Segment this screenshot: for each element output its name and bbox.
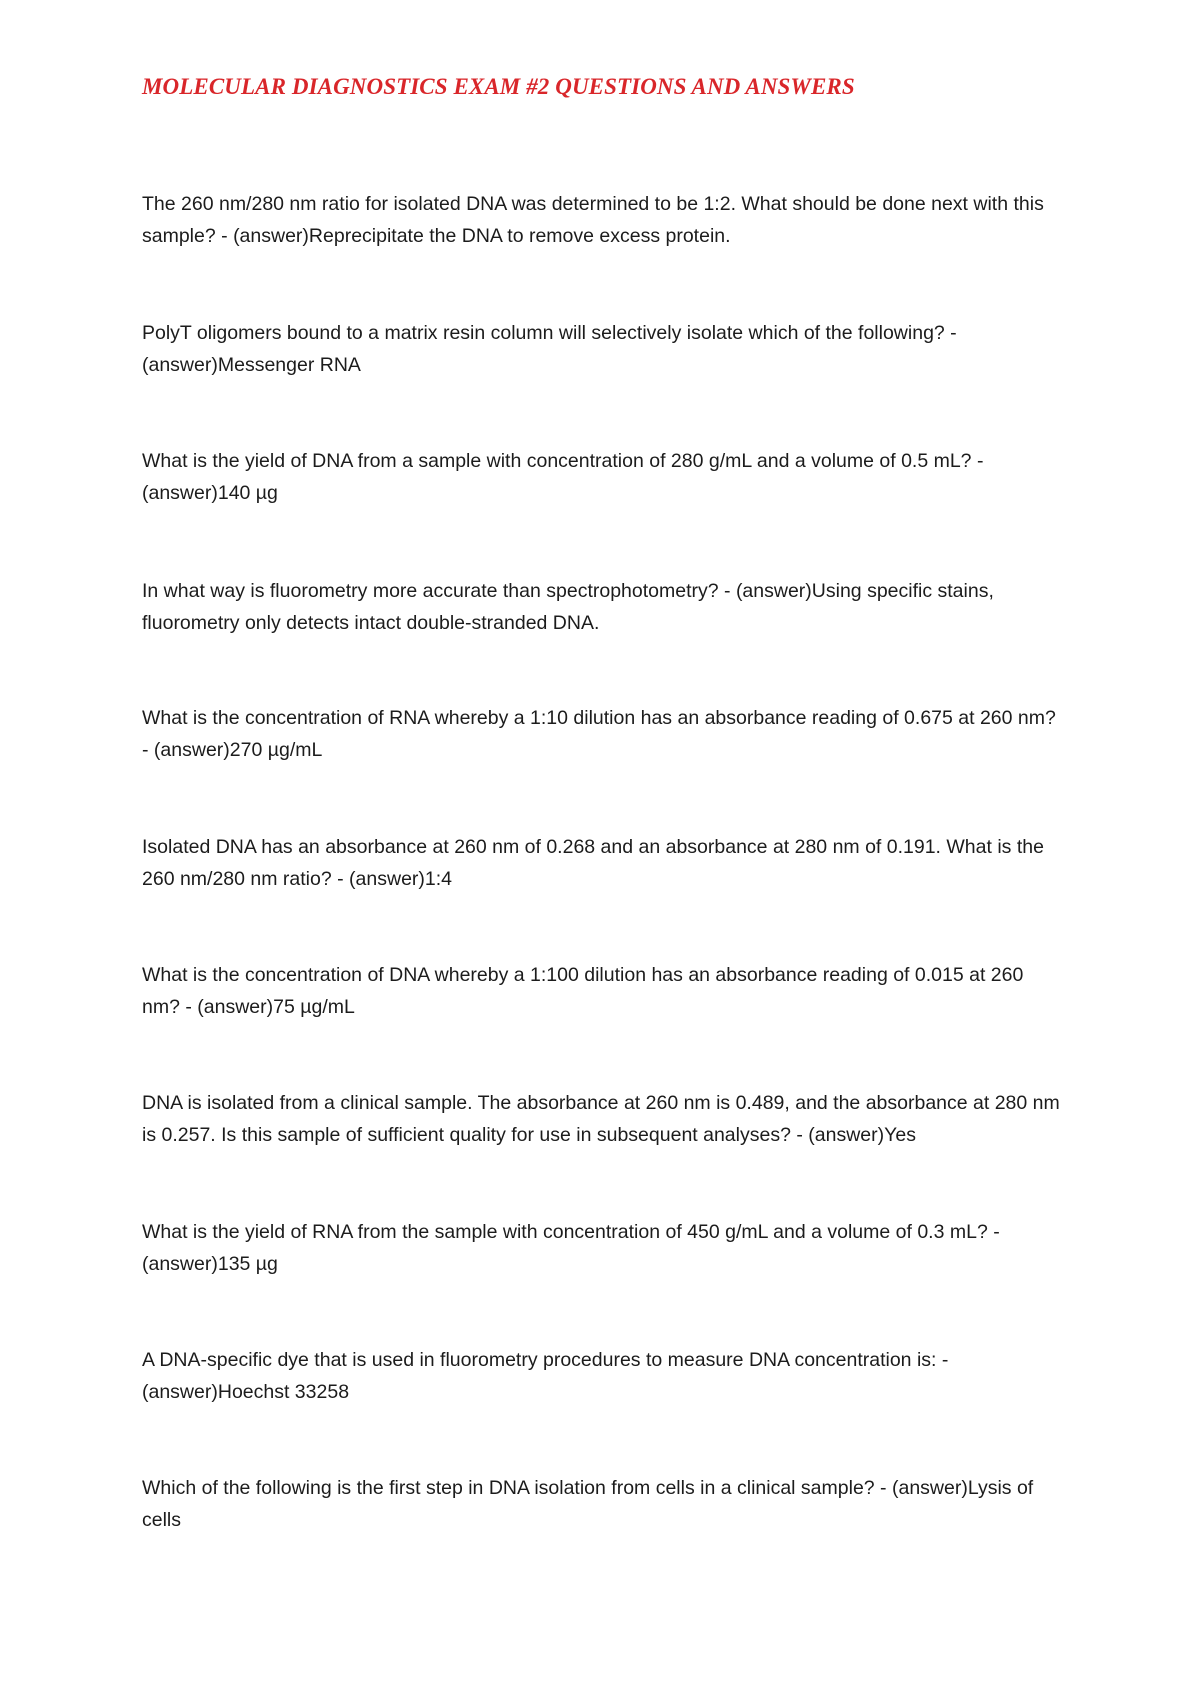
qa-item-11 [142, 1472, 1062, 1536]
answer-prefix: (answer) [142, 1253, 218, 1275]
separator: - [718, 580, 736, 602]
question-text: What is the yield of RNA from the sample with concentration of 450 g/mL and a volume of 0.3 mL? [142, 1221, 988, 1243]
separator: - [215, 225, 234, 247]
answer-prefix: (answer) [735, 580, 812, 602]
qa-item-9 [142, 1216, 1062, 1280]
question-text: Isolated DNA has an absorbance at 260 nm of 0.268 and an absorbance at 280 nm of 0.191. What is the 260 nm/280 nm ratio? [142, 836, 1044, 890]
qa-item-10 [142, 1344, 1062, 1408]
page-title: MOLECULAR DIAGNOSTICS EXAM #2 QUESTIONS AND ANSWERS [142, 74, 855, 99]
separator: - [874, 1477, 892, 1499]
qa-item-5 [142, 702, 1062, 766]
answer-text: Messenger RNA [217, 354, 361, 376]
separator: - [971, 450, 984, 472]
answer-prefix: (answer) [153, 739, 230, 761]
answer-prefix: (answer) [142, 482, 218, 504]
qa-item-3 [142, 445, 1062, 509]
qa-item-7 [142, 959, 1062, 1023]
question-text: PolyT oligomers bound to a matrix resin column will selectively isolate which of the following? [142, 322, 945, 344]
qa-item-6 [142, 831, 1062, 895]
question-text: What is the concentration of DNA whereby a 1:100 dilution has an absorbance reading of 0.015 at 260 nm? [142, 964, 1024, 1018]
answer-prefix: (answer) [197, 996, 274, 1018]
answer-text: Using specific stains, fluorometry only detects intact double-stranded DNA. [142, 580, 994, 634]
answer-prefix: (answer) [142, 1381, 218, 1403]
answer-text: Reprecipitate the DNA to remove excess protein. [308, 225, 731, 247]
answer-prefix: (answer) [891, 1477, 968, 1499]
question-text: Which of the following is the first step in DNA isolation from cells in a clinical sample? [142, 1477, 875, 1499]
question-text: DNA is isolated from a clinical sample. The absorbance at 260 nm is 0.489, and the absorbance at 280 nm is 0.257. Is this sample of sufficient quality for use in subsequent analyses? [142, 1092, 1060, 1146]
answer-text: 270 µg/mL [229, 739, 323, 761]
answer-text: 140 µg [217, 482, 278, 504]
separator: - [987, 1221, 1000, 1243]
separator: - [179, 996, 198, 1018]
answer-prefix: (answer) [142, 354, 218, 376]
separator: - [331, 868, 350, 890]
question-text: What is the yield of DNA from a sample with concentration of 280 g/mL and a volume of 0.5 mL? [142, 450, 972, 472]
separator: - [790, 1124, 809, 1146]
answer-text: 1:4 [424, 868, 453, 890]
qa-item-1 [142, 188, 1062, 252]
separator: - [142, 739, 154, 761]
separator: - [944, 322, 957, 344]
question-text: The 260 nm/280 nm ratio for isolated DNA was determined to be 1:2. What should be done next with this sample? [142, 193, 1044, 247]
question-text: What is the concentration of RNA whereby a 1:10 dilution has an absorbance reading of 0.675 at 260 nm? [142, 707, 1056, 729]
answer-prefix: (answer) [233, 225, 309, 247]
answer-text: 75 µg/mL [273, 996, 355, 1018]
answer-text: Lysis of cells [142, 1477, 1034, 1531]
question-text: In what way is fluorometry more accurate than spectrophotometry? [142, 580, 719, 602]
question-text: A DNA-specific dye that is used in fluorometry procedures to measure DNA concentration is: [142, 1349, 937, 1371]
separator: - [936, 1349, 949, 1371]
answer-prefix: (answer) [349, 868, 425, 890]
qa-item-4 [142, 575, 1062, 639]
answer-text: Yes [884, 1124, 916, 1146]
qa-item-2 [142, 317, 1062, 381]
answer-text: Hoechst 33258 [217, 1381, 350, 1403]
answer-text: 135 µg [217, 1253, 278, 1275]
answer-prefix: (answer) [808, 1124, 885, 1146]
qa-item-8 [142, 1087, 1062, 1151]
